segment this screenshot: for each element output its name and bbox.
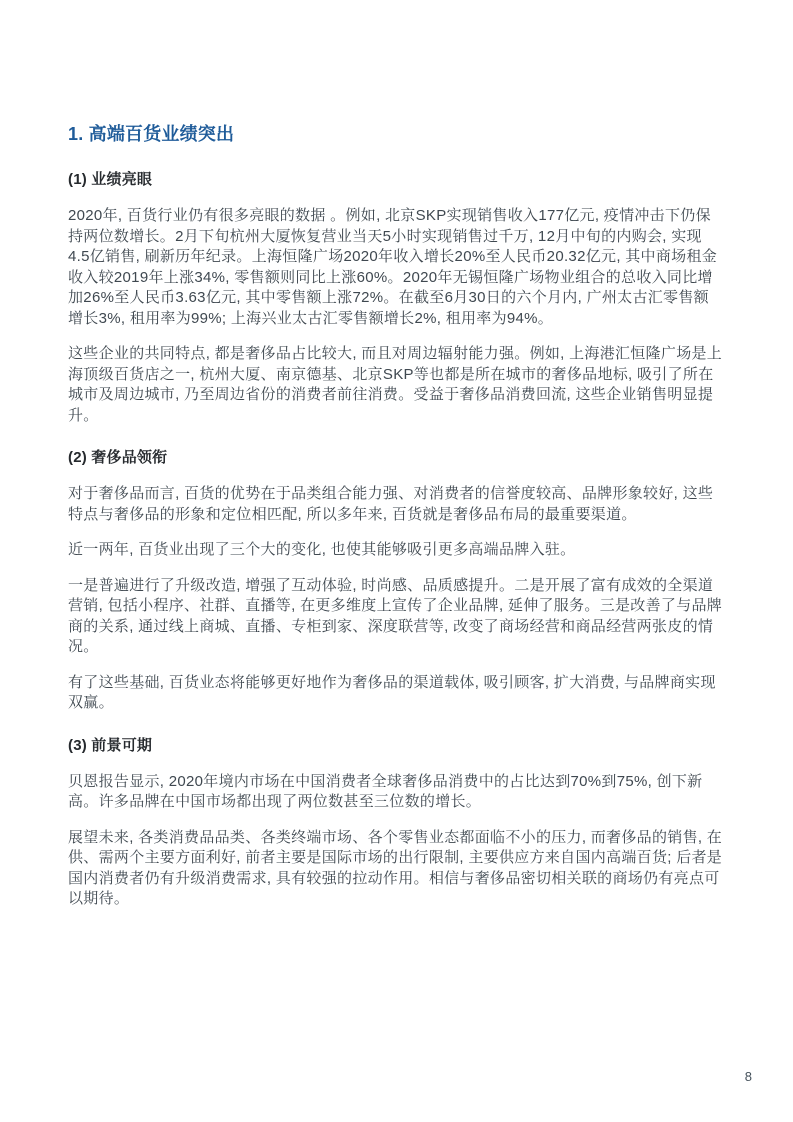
chapter-title: 1. 高端百货业绩突出 xyxy=(68,124,235,144)
paragraph: 贝恩报告显示, 2020年境内市场在中国消费者全球奢侈品消费中的占比达到70%到75%, 创下新高。许多品牌在中国市场都出现了两位数甚至三位数的增长。 xyxy=(68,772,703,810)
paragraph: 展望未来, 各类消费品品类、各类终端市场、各个零售业态都面临不小的压力, 而奢侈品的销售, 在供、需两个主要方面利好, 前者主要是国际市场的出行限制, 主要供应方来自国内高端百货; 后者是国内消费者仍有升级消费需求, 具有较强的拉动作用。相信与奢侈品密切相关联的商场仍有亮点可以期待。 xyxy=(68,828,723,907)
paragraph: 一是普遍进行了升级改造, 增强了互动体验, 时尚感、品质感提升。二是开展了富有成效的全渠道营销, 包括小程序、社群、直播等, 在更多维度上宣传了企业品牌, 延伸了服务。三是改善了与品牌商的关系, 通过线上商城、直播、专柜到家、深度联营等, 改变了商场经营和商品经营两张皮的情况。 xyxy=(68,576,723,655)
paragraph: 有了这些基础, 百货业态将能够更好地作为奢侈品的渠道载体, 吸引顾客, 扩大消费, 与品牌商实现双赢。 xyxy=(68,673,716,711)
paragraph: 近一两年, 百货业出现了三个大的变化, 也使其能够吸引更多高端品牌入驻。 xyxy=(68,541,576,558)
document-content xyxy=(68,122,723,925)
paragraph: 2020年, 百货行业仍有很多亮眼的数据 。例如, 北京SKP实现销售收入177亿元, 疫情冲击下仍保持两位数增长。2月下旬杭州大厦恢复营业当天5小时实现销售过千万, 12月中旬的内购会, 实现4.5亿销售, 刷新历年纪录。上海恒隆广场2020年收入增长20%至人民币20.32亿元, 其中商场租金收入较2019年上涨34%, 零售额则同比上涨60%。2020年无锡恒隆广场物业组合的总收入同比增加26%至人民币3.63亿元, 其中零售额上涨72%。在截至6月30日的六个月内, 广州太古汇零售额增长3%, 租用率为99%; 上海兴业太古汇零售额增长2%, 租用率为94%。 xyxy=(68,207,718,327)
section-heading-3: (3) 前景可期 xyxy=(68,736,153,754)
paragraph: 这些企业的共同特点, 都是奢侈品占比较大, 而且对周边辐射能力强。例如, 上海港汇恒隆广场是上海顶级百货店之一, 杭州大厦、南京德基、北京SKP等也都是所在城市的奢侈品地标, 吸引了所在城市及周边城市, 乃至周边省份的消费者前往消费。受益于奢侈品消费回流, 这些企业销售明显提升。 xyxy=(68,345,723,424)
paragraph: 对于奢侈品而言, 百货的优势在于品类组合能力强、对消费者的信誉度较高、品牌形象较好, 这些特点与奢侈品的形象和定位相匹配, 所以多年来, 百货就是奢侈品布局的最重要渠道。 xyxy=(68,485,714,523)
page-number: 8 xyxy=(744,1069,752,1084)
section-heading-1: (1) 业绩亮眼 xyxy=(68,171,153,188)
section-heading-2: (2) 奢侈品领衔 xyxy=(68,449,168,466)
